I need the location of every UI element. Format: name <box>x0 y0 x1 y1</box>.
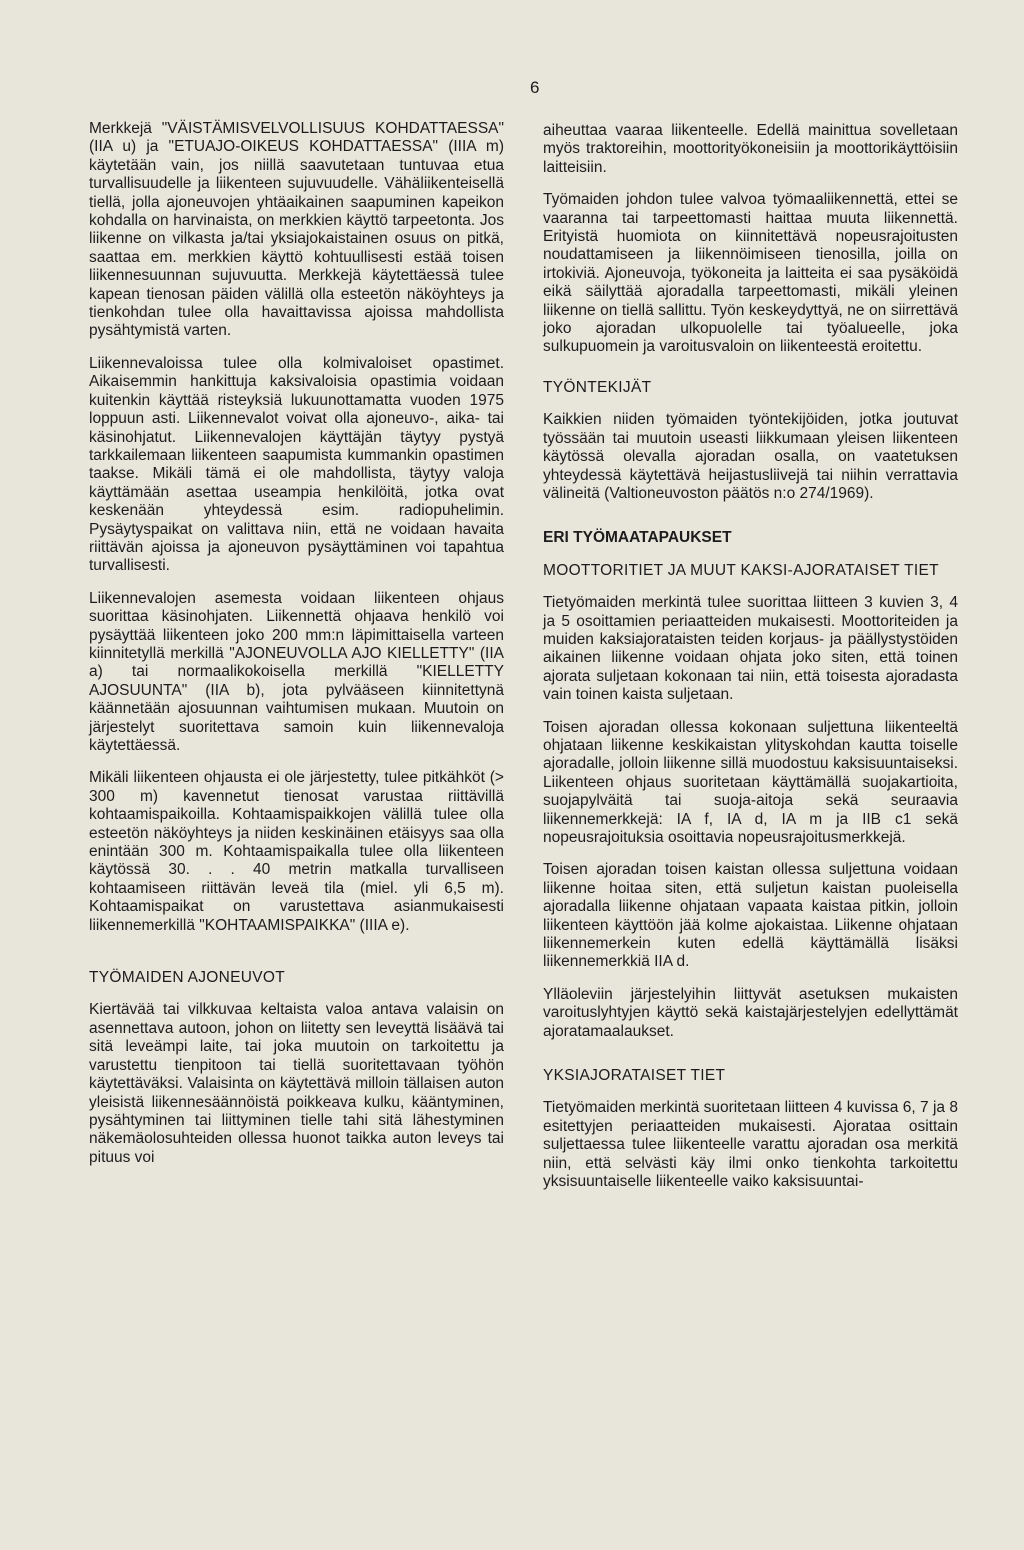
page-number: 6 <box>530 78 540 97</box>
paragraph-motorways-3: Toisen ajoradan toisen kaistan ollessa suljettuna voidaan liikenne hoitaa siten, että suljetun kaistan puoleisella ajoradalla liikenne ohjataan vapaata kaistaa pitkin, jolloin liikenteen käyttöön jää kolme ajokaistaa. Liikenne ohjataan liikennemerkein kuten edellä käyttämällä lisäksi liikennemerkkiä IIA d. <box>543 861 958 971</box>
right-column <box>543 122 958 1206</box>
paragraph-warning-signs: Merkkejä "VÄISTÄMISVELVOLLISUUS KOHDATTAESSA" (IIA u) ja "ETUAJO-OIKEUS KOHDATTAESSA" (IIIA m) käytetään vain, jos niillä saavutetaan tuntuvaa etua turvallisuudelle ja liikenteen sujuvuudelle. Vähäliikenteisellä tiellä, jolla ajoneuvojen yhtäaikainen saapuminen kapeikon kohdalla on harvinaista, on merkkien käyttö tarpeetonta. Jos liikenne on vilkasta ja/tai yksiajokaistainen osuus on pitkä, saattaa em. merkkien käyttö kohtuullisesti estää toisen liikennesuunnan sujuvuutta. Merkkejä käytettäessä tulee kapean tienosan päiden välillä olla esteetön näköyhteys ja tienkohdan tulee olla havaittavissa ajoissa mahdollista pysähtymistä varten. <box>89 120 504 340</box>
paragraph-worksite-vehicles: Kiertävää tai vilkkuvaa keltaista valoa antava valaisin on asennettava autoon, johon on liitetty sen leveyttä lisäävä tai sitä leveämpi laite, tai joka muutoin on tarkoitettu ja varustettu tienpitoon tai tiellä suoritettavaan työhön käytettäväksi. Valaisinta on käytettävä milloin tällaisen auton yleisistä liikennesäännöistä poikkeava kulku, kääntyminen, pysähtyminen tai liittyminen tielle tahi sitä lähestyminen näkemäolosuhteiden ollessa huonot taikka auton leveys tai pituus voi <box>89 1001 504 1166</box>
heading-motorways: MOOTTORITIET JA MUUT KAKSI-AJORATAISET TIET <box>543 561 939 579</box>
heading-workers: TYÖNTEKIJÄT <box>543 378 652 396</box>
paragraph-vehicles-continued: aiheuttaa vaaraa liikenteelle. Edellä mainittua sovelletaan myös traktoreihin, moottorityökoneisiin ja moottorikäyttöisiin laitteisiin. <box>543 122 958 176</box>
paragraph-traffic-lights: Liikennevaloissa tulee olla kolmivaloiset opastimet. Aikaisemmin hankittuja kaksivaloisia opastimia voidaan kuitenkin käyttää risteyksiä lukuunottamatta vuoden 1975 loppuun asti. Liikennevalot voivat olla ajoneuvo-, aika- tai käsinohjatut. Liikennevalojen käyttäjän täytyy pystyä tarkkailemaan liikenteen saapumista kummankin opastimen taakse. Mikäli tämä ei ole mahdollista, täytyy valoja käyttämään asettaa useampia henkilöitä, jotka ovat keskenään yhteydessä esim. radiopuhelimin. Pysäytyspaikat on valittava niin, että ne voidaan havaita riittävän ajoissa ja ajoneuvon pysäyttäminen voi tapahtua turvallisesti. <box>89 354 504 575</box>
left-column <box>89 120 504 1181</box>
paragraph-motorways-2: Toisen ajoradan ollessa kokonaan suljettuna liikenteeltä ohjataan liikenne keskikaistan ylityskohdan kautta toiselle ajoradalle, jolloin liikenne sillä muodostuu kaksisuuntaiseksi. Liikenteen ohjaus suoritetaan käyttämällä suojakartioita, suojapylväitä tai suoja-aitoja sekä seuraavia liikennemerkkejä: IA f, IA d, IA m ja IIB c1 sekä nopeusrajoituksia osoittavia nopeusrajoitusmerkkejä. <box>543 718 958 846</box>
heading-worksite-vehicles: TYÖMAIDEN AJONEUVOT <box>89 969 286 987</box>
paragraph-manual-control: Liikennevalojen asemesta voidaan liikenteen ohjaus suorittaa käsinohjaten. Liikennettä ohjaava henkilö voi pysäyttää liikenteen joko 200 mm:n läpimittaisella varteen kiinnitetyllä merkillä "AJONEUVOLLA AJO KIELLETTY" (IIA a) tai normaalikokoisella merkillä "KIELLETTY AJOSUUNTA" (IIA b), jota pylvääseen kiinnitettynä käännetään ajosuunnan vaihtumisen mukaan. Muutoin on järjestelyt suoritettava samoin kuin liikennevaloja käytettäessä. <box>89 589 504 754</box>
paragraph-motorways-1: Tietyömaiden merkintä tulee suorittaa liitteen 3 kuvien 3, 4 ja 5 osoittamien periaatteiden mukaisesti. Moottoriteiden ja muiden kaksiajorataisten teiden korjaus- ja päällystystöiden aikainen liikenne voidaan ohjata joko siten, että toinen ajorata suljetaan kokonaan tai niin, että toisesta ajoradasta vain toinen kaista suljetaan. <box>543 594 958 704</box>
paragraph-single-carriageway: Tietyömaiden merkintä suoritetaan liitteen 4 kuvissa 6, 7 ja 8 esitettyjen periaatteiden mukaisesti. Ajorataa osittain suljettaessa tulee liikenteelle varattu ajoradan osa merkitä niin, että selvästi käy ilmi onko tienkohta tarkoitettu yksisuuntaiselle liikenteelle vaiko kaksisuuntai- <box>543 1099 958 1191</box>
paragraph-meeting-places: Mikäli liikenteen ohjausta ei ole järjestetty, tulee pitkähköt (> 300 m) kavennetut tienosat varustaa riittävillä kohtaamispaikoilla. Kohtaamispaikkojen välillä tulee olla esteetön näköyhteys ja niiden keskinäinen etäisyys saa olla enintään 300 m. Kohtaamispaikalla tulee olla liikenteen käytössä 30. . . 40 metrin matkalla turvalliseen kohtaamiseen riittävän leveä tila (miel. yli 6,5 m). Kohtaamispaikat on varustettava asianmukaisesti liikennemerkillä "KOHTAAMISPAIKKA" (IIIA e). <box>89 769 504 934</box>
heading-worksite-cases: ERI TYÖMAATAPAUKSET <box>543 529 732 547</box>
paragraph-workers: Kaikkien niiden työmaiden työntekijöiden, jotka joutuvat työssään tai muutoin useasti liikkumaan yleisen liikenteen käytössä olevalla ajoradan osalla, on vaatetuksen yhteydessä käytettävä heijastusliivejä tai niihin verrattavia välineitä (Valtioneuvoston päätös n:o 274/1969). <box>543 411 958 502</box>
paragraph-motorways-4: Ylläoleviin järjestelyihin liittyvät asetuksen mukaisten varoituslyhtyjen käyttö sekä kaistajärjestelyjen edellyttämät ajoratamaalaukset. <box>543 985 958 1040</box>
heading-single-carriageway: YKSIAJORATAISET TIET <box>543 1067 726 1085</box>
paragraph-worksite-traffic: Työmaiden johdon tulee valvoa työmaaliikennettä, ettei se vaaranna tai tarpeettomasti haittaa muuta liikennettä. Erityistä huomiota on kiinnitettävä nopeusrajoitusten noudattamiseen ja liikennöimiseen tienosilla, joilla on irtokiviä. Ajoneuvoja, työkoneita ja laitteita ei saa pysäköidä eikä säilyttää ajoradalla tarpeettomasti, mikäli yleinen liikenne on tiellä sallittu. Työn keskeydyttyä, ne on siirrettävä joko ajoradan ulkopuolelle tai työalueelle, joka sulkupuomein ja varoitusvaloin on liikenteestä eroitettu. <box>543 191 958 356</box>
